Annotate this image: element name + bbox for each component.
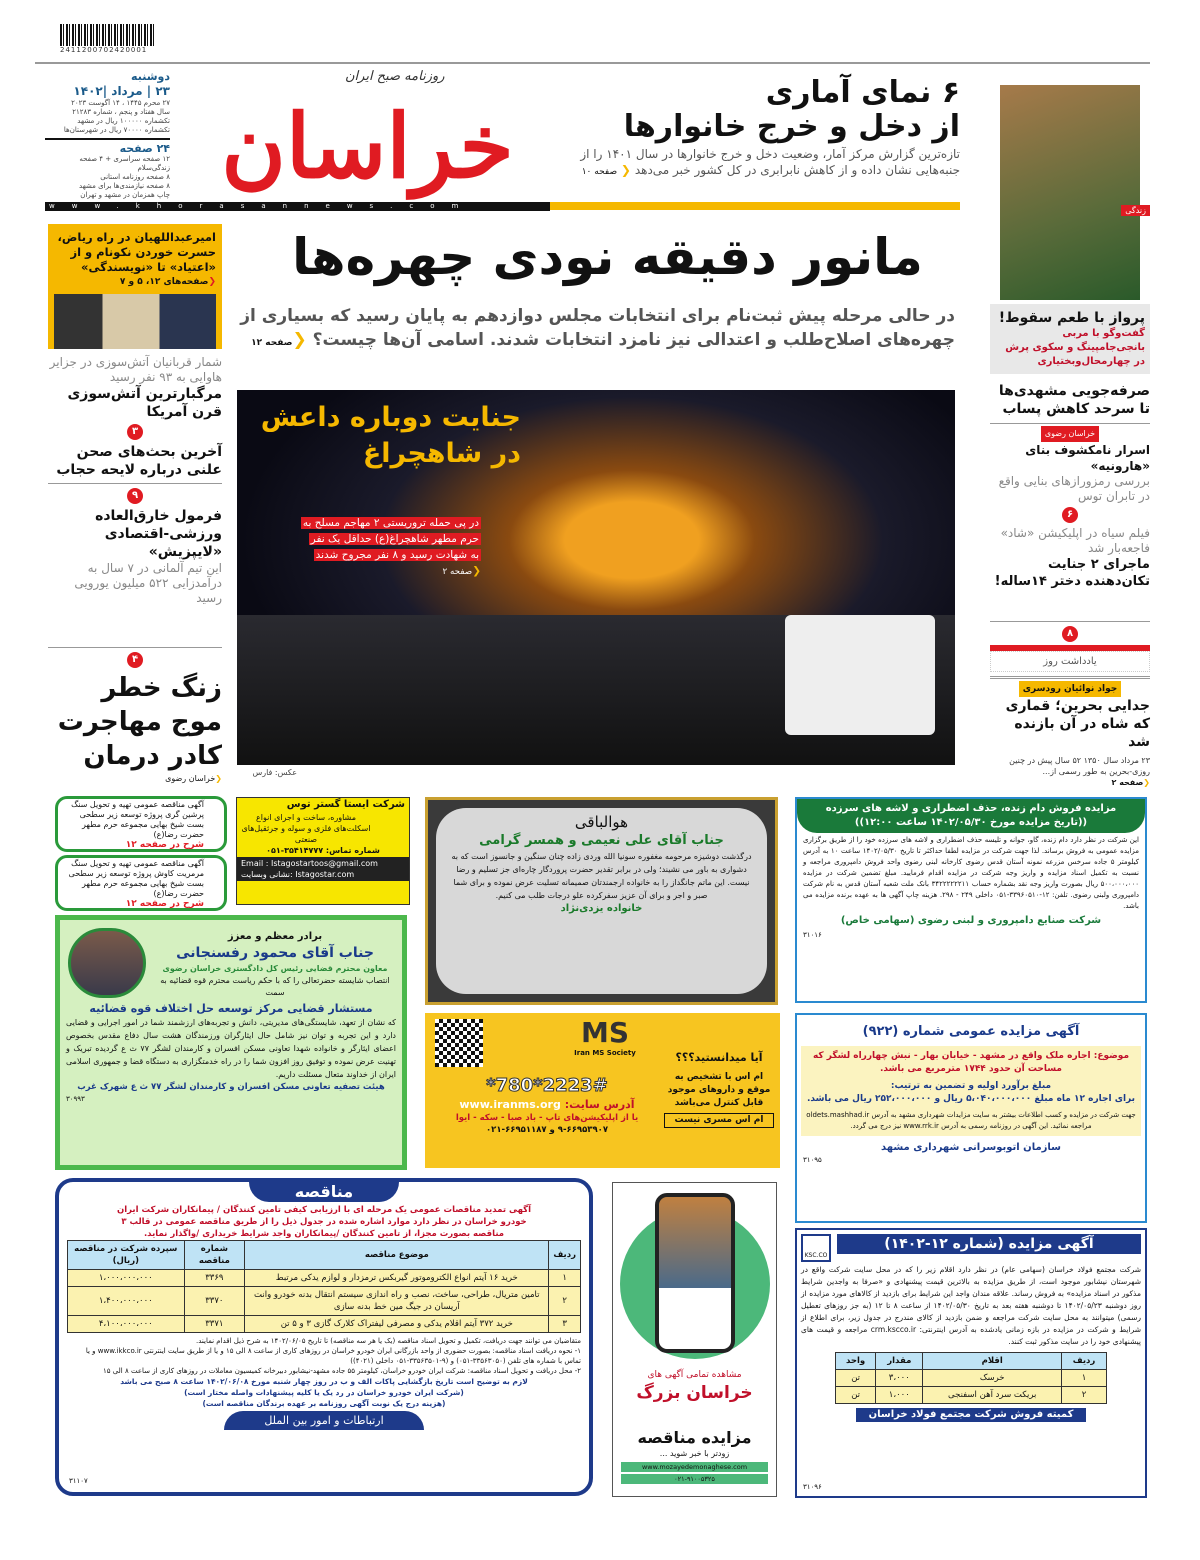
page-count: ۲۴ صفحه [45,138,170,155]
faces-photo [54,294,216,349]
news-title[interactable]: زنگ خطر موج مهاجرت کادر درمان [57,673,222,771]
ad-tender[interactable] [55,1178,593,1496]
table-cell: ۳ [549,1316,581,1333]
ad-text: انتصاب شایسته حضرتعالی را که با حکم ریاست محترم قوه قضائیه به سمت [160,976,390,997]
ad-mozayede[interactable] [612,1182,777,1497]
news-sub: گفت‌وگو با مربی بانجی‌جامپینگ و سکوی پرش در چهارمحال‌وبختیاری [1005,328,1145,367]
top-story-title: از دخل و خرج خانوارها [623,109,960,144]
ad-text: مشاهده تمامی آگهی های [647,1370,742,1380]
headline-sub [235,304,955,355]
table-cell: ۱،۰۰۰،۰۰۰،۰۰۰ [68,1270,185,1287]
arrow-icon: ❮ [472,565,481,577]
news-sub: شمار قربانیان آتش‌سوزی در جزایر هاوایی به ۹۳ نفر رسید [49,355,222,384]
ad-note: (شرکت ایران خودرو خراسان در رد یک یا کلیه پیشنهادات واصله مختار است) [184,1388,464,1397]
ad-note: لازم به توضیح است تاریخ بازگشایی پاکات الف و ب در روز چهار شنبه مورخ ۱۴۰۲/۰۶/۰۸ ساعت ۸ صبح می باشد [120,1377,528,1386]
ms-society: Iran MS Society [574,1049,636,1057]
ad-text: مبلغ برآورد اولیه و تضمین به ترتیب: [890,1081,1052,1091]
promo-box[interactable] [48,224,222,349]
ad-phone: ۰۲۱-۹۱۰۰۵۳۲۵ [621,1474,768,1484]
left-column-bottom [48,643,222,784]
page-detail: ۸ صفحه نیازمندی‌ها برای مشهد [79,182,170,190]
left-column [48,224,222,606]
ad-link[interactable]: شرح در صفحه ۱۲ [125,840,204,850]
table-row [68,1270,581,1287]
main-headline[interactable]: مانور دقیقه نودی چهره‌ها [292,228,923,286]
note-label: یادداشت روز [990,651,1150,672]
ad-apps: یا از اپلیکیشن‌های تاپ - باد صبا - سکه - ایوا [455,1113,639,1123]
top-story[interactable] [580,76,960,180]
divider [35,62,1150,64]
table-header: شماره مناقصه [184,1241,245,1270]
steel-table [835,1352,1107,1404]
ad-sign: کمیته فروش شرکت مجتمع فولاد خراسان [856,1408,1086,1422]
news-title[interactable]: مرگبارترین آتش‌سوزی قرن آمریکا [67,386,222,420]
section-ref: خراسان رضوی [165,774,216,783]
phone-graphic [620,1209,770,1359]
news-title[interactable]: اسرار نامکشوف بنای «هارونیه» [1025,443,1150,473]
qr-code[interactable] [435,1019,483,1067]
ksc-logo: KSC.CO [801,1234,831,1262]
ad-role: معاون محترم قضایی رئیس کل دادگستری خراسان رضوی [162,964,388,973]
arrow-icon: ❮ [215,774,222,783]
logo-tagline: روزنامه صبح ایران [345,69,445,84]
page-badge: ۴ [127,652,143,668]
brand-logo: مزایده مناقصه [637,1428,752,1447]
page-detail: چاپ همزمان در مشهد و تهران [80,191,170,199]
page-ref: صفحه ۲ [442,567,473,577]
ad-haram-tender-1[interactable] [55,796,227,852]
ad-code: ۳۰۹۹۳ [66,1095,85,1103]
main-photo[interactable] [237,390,955,765]
page-badge: ۶ [1062,507,1078,523]
ad-judge[interactable] [55,915,407,1170]
table-cell: خرید ۱۶ آیتم انواع الکتروموتور گیربکس ترمزدار و لوازم یدکی مرتبط [245,1270,549,1287]
arrow-icon: ❮ [208,277,216,287]
ad-sign: شرکت صنایع دامپروری و لبنی رضوی (سهامی خاص) [840,915,1102,926]
table-cell: ۱،۰۰۰ [876,1387,923,1404]
ad-text: آگهی مناقصه عمومی تهیه و تحویل سنگ مرمریت کاوش پروژه توسعه زیر سطحی بست شیخ بهایی مجموعه حرم مطهر حضرت رضا(ع) [68,859,204,898]
table-cell: ۳،۰۰۰ [876,1370,923,1387]
news-title[interactable]: فرمول خارق‌العاده ورزشی-اقتصادی «لایپزیش» [95,508,222,560]
photo-sub-line: به شهادت رسید و ۸ نفر مجروح شدند [315,549,479,561]
photo-sub-line: حرم مطهر شاهچراغ(ع) حداقل یک نفر [310,533,479,545]
weekday: دوشنبه [131,70,170,83]
issue-detail: تکشماره ۱۰۰۰۰۰ ریال در مشهد [77,117,170,125]
top-story-body: تازه‌ترین گزارش مرکز آمار، وضعیت دخل و خرج خانوارها در سال ۱۴۰۱ را از جنبه‌هایی نشان داده و از کاهش نابرابری در کل کشور خبر می‌دهد [580,147,960,177]
table-cell: ۳۳۷۱ [184,1316,245,1333]
section-tag: خراسان رضوی [1041,426,1099,442]
photo-sub-line: در پی حمله تروریستی ۲ مهاجم مسلح به [302,517,479,529]
ad-code: ۳۱۰۱۶ [803,931,822,939]
table-cell: ۲ [1062,1387,1107,1404]
ad-title: خراسان بزرگ [636,1383,753,1403]
table-header: سپرده شرکت در مناقصه (ریال) [68,1241,185,1270]
issue-detail: ۲۷ محرم ۱۴۴۵ ، ۱۴ آگوست ۲۰۲۳ [71,99,170,107]
ad-subject: موضوع: اجاره ملک واقع در مشهد - خیابان بهار - نبش چهارراه لشگر که مساحت آن حدود ۱۷۴۴ مترمربع می باشد. [812,1051,1130,1074]
table-header: ردیف [1062,1353,1107,1370]
ad-haram-tender-2[interactable] [55,855,227,911]
arrow-icon: ❮ [620,163,631,177]
table-cell: خرسک [923,1370,1062,1387]
ad-sign: ارتباطات و امور بین الملل [224,1411,424,1430]
date-column [45,70,170,200]
table-header: واحد [836,1353,876,1370]
table-cell: ۱ [549,1270,581,1287]
table-cell: تن [836,1370,876,1387]
top-story-title: ۶ نمای آماری [765,75,960,110]
ad-post: مستشار قضایی مرکز توسعه حل اختلاف قوه قضائیه [89,1002,373,1015]
ad-note: ام اس مسری نیست [664,1113,774,1128]
portrait-photo [68,928,146,998]
ad-site: نشانی وبسایت: Istagostar.com [241,870,355,879]
ad-text: آگهی مناقصه عمومی تهیه و تحویل سنگ پرشین گری پروژه توسعه زیر سطحی بست شیخ بهایی مجموعه حرم مطهر حضرت رضا(ع) [71,800,204,839]
ad-text: متقاضیان می توانند جهت دریافت، تکمیل و تحویل اسناد مناقصه (یک یا هر سه مناقصه) تا تاریخ ۱۴۰۲/۰۶/۰۵ به شرح ذیل اقدام نمایند. [195,1337,581,1345]
table-cell: بریکت سرد آهن اسفنجی [923,1387,1062,1404]
ad-bus[interactable] [795,1013,1147,1223]
ad-text: ۲- محل دریافت و تحویل اسناد مناقصه: شرکت ایران خودرو خراسان، کیلومتر ۵۵ جاده مشهد-نیشابور دبیرخانه کمیسیون معاملات در روزهای کاری از ساعت ۸ الی ۱۵ [103,1367,581,1375]
page-ref: صفحه ۱۰ [581,167,618,177]
headline-sub-text: در حالی مرحله پیش ثبت‌نام برای انتخابات مجلس دوازدهم به پایان رسید که بسیاری از چهره‌های اصلاح‌طلب و اعتدالی نیز نامزد انتخابات شدند. اسامی آن‌ها چیست؟ [240,306,955,350]
ad-site[interactable]: www.iranms.org [459,1098,561,1111]
barcode-number: 2411200702420001 [60,46,148,54]
ad-ms-society[interactable] [425,1013,780,1168]
ad-heading: هوالباقی [574,813,629,831]
ad-sign: خانواده یزدی‌نژاد [560,903,643,914]
table-row [68,1316,581,1333]
page-ref: صفحه‌های ۱۲، ۵ و ۷ [119,277,209,287]
section-tag: زندگی [1121,205,1150,216]
ad-intro: برادر معظم و معزز [227,931,323,942]
site-label: آدرس سایت: [564,1098,635,1111]
page-badge: ۹ [127,488,143,504]
ad-link[interactable]: شرح در صفحه ۱۲ [125,899,204,909]
ad-sign: هیئت تصفیه تعاونی مسکن افسران و کارمندان لشگر ۷۷ ث ع شهرک غرب [77,1082,385,1092]
ad-email: Email : Istagostartoos@gmail.com [241,859,378,868]
ad-ista[interactable] [236,797,410,905]
news-sub: این تیم آلمانی در ۷ سال به درآمدزایی ۵۲۲ میلیون یورویی رسید [74,561,222,605]
table-cell: ۳۳۶۹ [184,1270,245,1287]
table-cell: ۱،۴۰۰،۰۰۰،۰۰۰ [68,1287,185,1316]
ad-title: مناقصه [249,1182,399,1202]
ad-title: جناب آقای محمود رفسنجانی [176,945,374,961]
ad-steel[interactable] [795,1228,1147,1498]
ad-title: شرکت ایستا گستر توس [286,799,405,810]
news-sub: بررسی رمزورازهای بنایی واقع در تابران توس [998,474,1150,503]
issue-detail: تکشماره ۷۰۰۰۰ ریال در شهرستان‌ها [63,126,170,134]
ad-title: جناب آقای علی نعیمی و همسر گرامی [479,833,724,848]
ad-dampar[interactable] [795,797,1147,1003]
table-cell: تامین متریال، طراحی، ساخت، نصب و راه اندازی سیستم انتقال بدنه خودرو وانت آریسان در جیگ مین خط بدنه سازی [245,1287,549,1316]
arrow-icon: ❮ [292,330,307,350]
ad-condolence[interactable] [425,797,778,1005]
ad-code: ۳۱۰۹۶ [803,1483,822,1491]
ad-sign: سازمان اتوبوسرانی شهرداری مشهد [881,1142,1061,1153]
ad-amount: برای اجاره ۱۲ ماه مبلغ ۵،۰۴۰،۰۰۰،۰۰۰ ریال و ۲۵۲،۰۰۰،۰۰۰ ریال می باشد. [806,1094,1136,1104]
photo-title: جنایت دوباره داعش در شاهچراغ [260,402,521,469]
right-column [990,85,1150,590]
table-cell: ۴،۱۰۰،۰۰۰،۰۰۰ [68,1316,185,1333]
issue-date: ۲۳ | مرداد |۱۴۰۲ [73,84,170,98]
table-row [836,1387,1107,1404]
ad-site[interactable]: www.mozayedemonaghese.com [621,1462,768,1472]
table-cell: ۲ [549,1287,581,1316]
ad-text: درگذشت دوشیزه مرحومه مغفوره سونیا الله وردی زاده چنان سنگین و جانسوز است که به دشواری به باور می نشیند؛ ولی در برابر تقدیر حضرت پروردگار چاره‌ای جز تسلیم و رضا نیست. این ماتم جانگداز را به خانواده ارجمندتان صمیمانه تسلیت عرض نموده و برای شما صبر و اجر و برای آن عزیز سفرکرده علو درجات طلب می کنیم. [451,852,752,900]
ad-title: آگهی مزایده عمومی شماره (۹۲۲) [862,1024,1080,1039]
ad-note: (هزینه درج یک نوبت آگهی روزنامه بر عهده برندگان مناقصه است) [202,1399,446,1408]
news-title[interactable]: ماجرای ۲ جنایت تکان‌دهنده دختر ۱۴ساله! [994,557,1150,589]
yellow-bar [550,202,960,210]
tender-table [67,1240,581,1333]
ad-text: ام اس با تشخیص به موقع و داروهای موجود قابل کنترل می‌باشد [667,1072,771,1108]
arrow-icon: ❮ [1143,778,1150,787]
news-sub: ۲۳ مرداد سال ۱۳۵۰ ۵۲ سال پیش در چنین روزی-بحرین به طور رسمی از... [1009,756,1150,776]
ad-phone: شماره تماس: ۳۵۴۱۴۷۷۷-۰۵۱ [266,846,380,855]
news-sub: فیلم سیاه در اپلیکیشن «شاد» فاجعه‌بار شد [1000,526,1150,555]
promo-text: امیرعبداللهیان در راه ریاض، حسرت خوردن نکونام و از «اعتیاد» تا «نویسندگی» [57,230,216,274]
ad-code: ۳۱۱۰۷ [69,1477,88,1485]
ad-text: مشاوره، ساخت و اجرای انواع اسکلت‌های فلزی و سوله و جرثقیل‌های صنعتی [241,813,371,844]
table-header: موضوع مناقصه [245,1241,549,1270]
table-header: مقدار [876,1353,923,1370]
page-detail: ۸ صفحه روزنامه استانی [100,173,170,181]
ms-logo: MS [580,1016,630,1049]
ad-text: که نشان از تعهد، شایستگی‌های مدیریتی، دانش و تجربه‌های ارزشمند شما در امور اجرایی و قضایی دارد و این تجربه و توان نیز شامل حال ایثارگران ورزمندگان هشت سال دفاع مقدس بخصوص اعضای ایثارگر و خانواده شهدا تعاونی مسکن افسران و کارمندان لشگر ۷۷ ث ع گردیده تبریک و تهنیت عرض نموده و توفیق روز افزون شما را در راه خدمتگزاری به دستگاه قضا و جمهوری اسلامی ایران از خداوند متعال مسئلت داریم. [66,1018,396,1079]
table-row [68,1287,581,1316]
news-title[interactable]: جدایی بحرین؛ قماری که شاه در آن بازنده شد [1005,698,1150,750]
news-title[interactable]: پرواز با طعم سقوط! [998,310,1145,326]
website-bar: www.khorasannews.com [45,202,550,211]
newspaper-logo: خراسان [221,94,514,198]
ad-date: ((تاریخ مزایده مورخ ۱۴۰۲/۰۵/۳۰ ساعت ۱۲:۰۰)) [854,817,1088,828]
page-ref: صفحه ۲ [1111,778,1144,787]
ad-tagline: زودتر با خبر شوید ... [659,1449,730,1458]
table-header: اقلام [923,1353,1062,1370]
right-column-bottom [990,617,1150,788]
page-badge: ۳ [127,424,143,440]
table-header: ردیف [549,1241,581,1270]
table-cell: خرید ۳۷۲ آیتم اقلام یدکی و مصرفی لیفتراک کلارک گازی ۳ و ۵ تن [245,1316,549,1333]
table-cell: ۳۳۷۰ [184,1287,245,1316]
ad-text: این شرکت در نظر دارد دام زنده، گاو، جوانه و تلیسه حذف اضطراری و لاشه های سرزده خود را از طریق برگزاری مزایده عمومی به فروش برساند. لذا جهت شرکت در مزایده لطفا حداکثر تا تاریخ ۱۴۰۲/۰۵/۳۰ ساعت ۱۰ به آدرس کیلومتر ۵ جاده سرخس مزرعه نمونه آستان قدس رضوی کارخانه لبنی رضوی واحد فروش دامپروری مراجعه و نسبت به تکمیل اسناد مزایده و واریز وجه شرکت در مزایده اقدام فرمایید. مبلغ تضمین شرکت در مزایده ۵۰۰،۰۰۰،۰۰۰ ریال بصورت واریز وجه نقد بشماره حساب ۳۴۲۲۲۲۲۲۱۱ بانک ملت شعبه آستان قدس به نام شرکت دامپروری ولبنی رضوی. تلفن: ۱۲-۳۳۹۶۰۵۱۰-۰۵۱ داخلی ۲۴۹ - ۲۹۸. هزینه چاپ آگهی ها به عهده برنده مزایده می باشد. [803,836,1140,910]
ad-info: جهت شرکت در مزایده و کسب اطلاعات بیشتر به سایت مزایدات شهرداری مشهد به آدرس oldets.mashhad.ir مراجعه نمائید. این آگهی در روزنامه رسمی به آدرس www.rrk.ir نیز درج می گردد. [806,1111,1136,1130]
ad-question: آیا میدانستید؟؟؟ [675,1051,763,1064]
ad-text: شرکت مجتمع فولاد خراسان (سهامی عام) در نظر دارد اقلام زیر را که در محل سایت شرکت واقع در شهرستان نیشابور موجود است، از طریق مزایده به بالاترین قیمت پیشنهادی و «صرفا به واجدین شرایط مذکور در اسناد مزایده» به فروش رساند. علاقه مندان واجد این شرایط برای بازدید از کالاهای مورد مزایده از روز دوشنبه ۱۴۰۲/۰۵/۲۳ تا دوشنبه هفته بعد به تاریخ ۱۴۰۲/۰۵/۳۰ از ساعت ۸ تا ۱۲ (به جز روزهای تعطیل رسمی) میتوانند به محل سایت شرکت مراجعه و ضمن بازدید از کالای مندرج در جدول زیر، برای اطلاع از شرایط و شرکت در مزایده در بازه زمانی یادشده به آدرس اینترنتی: crm.kscco.ir مراجعه و قیمت های پیشنهادی خود را در سایت مذکور ثبت کنند. [801,1265,1142,1346]
barcode [60,24,155,46]
ad-phone: ۹-۶۶۹۵۳۹۰۷ و ۶۶۹۵۱۱۸۷-۰۲۱ [485,1125,609,1135]
ad-code: ۳۱۰۹۵ [803,1156,822,1164]
photo-credit: عکس: فارس [252,768,297,777]
issue-detail: سال هفتاد و پنجم ، شماره ۲۱۲۸۳ [72,108,170,116]
ad-text: ۱- نحوه دریافت اسناد مناقصه: بصورت حضوری از واحد بازرگانی ایران خودرو خراسان در روزهای کاری از ساعت ۸ الی ۱۵ و یا از طریق سایت اینترنتی www.ikkco.ir و یا تماس با شماره های تلفن (۳۳۵۶۳۰۵۰-۰۵۱) و (۹-۳۳۵۶۳۵۰۱-۰۵۱ داخلی (۴۰۲۱)) [85,1347,581,1365]
table-cell: تن [836,1387,876,1404]
photo-sub [251,515,481,580]
bungee-photo[interactable] [1000,85,1146,300]
table-cell: ۱ [1062,1370,1107,1387]
ad-title: آگهی مزایده (شماره ۱۲-۱۴۰۲) [837,1234,1141,1254]
table-row [836,1370,1107,1387]
news-title[interactable]: آخرین بحث‌های صحن علنی درباره لایحه حجاب [56,444,222,478]
page-detail: ۱۲ صفحه سراسری + ۴ صفحه زندگی‌سلام [79,155,170,172]
news-title[interactable]: صرفه‌جویی مشهدی‌ها تا سرحد کاهش پساب [998,383,1150,417]
page-badge: ۸ [1062,626,1078,642]
ad-title: مزایده فروش دام زنده، حذف اضطراری و لاشه های سرزده [825,803,1117,814]
author-tag: جواد نوائیان رودسری [1019,681,1121,697]
page-ref: صفحه ۱۲ [251,338,293,348]
ad-ussd: *780*2223# [486,1075,608,1096]
ad-intro: آگهی تمدید مناقصات عمومی یک مرحله ای با ارزیابی کیفی تامین کنندگان / پیمانکاران شرکت ایران خودرو خراسان در نظر دارد موارد اشاره شده در جدول ذیل را از طریق مناقصه عمومی در قالب ۳ مناقصه بصورت مجزا، از تامین کنندگان /پیمانکاران واجد شرایط خریداری /واگذار نماید. [116,1205,532,1239]
ambulance-image [785,615,935,735]
